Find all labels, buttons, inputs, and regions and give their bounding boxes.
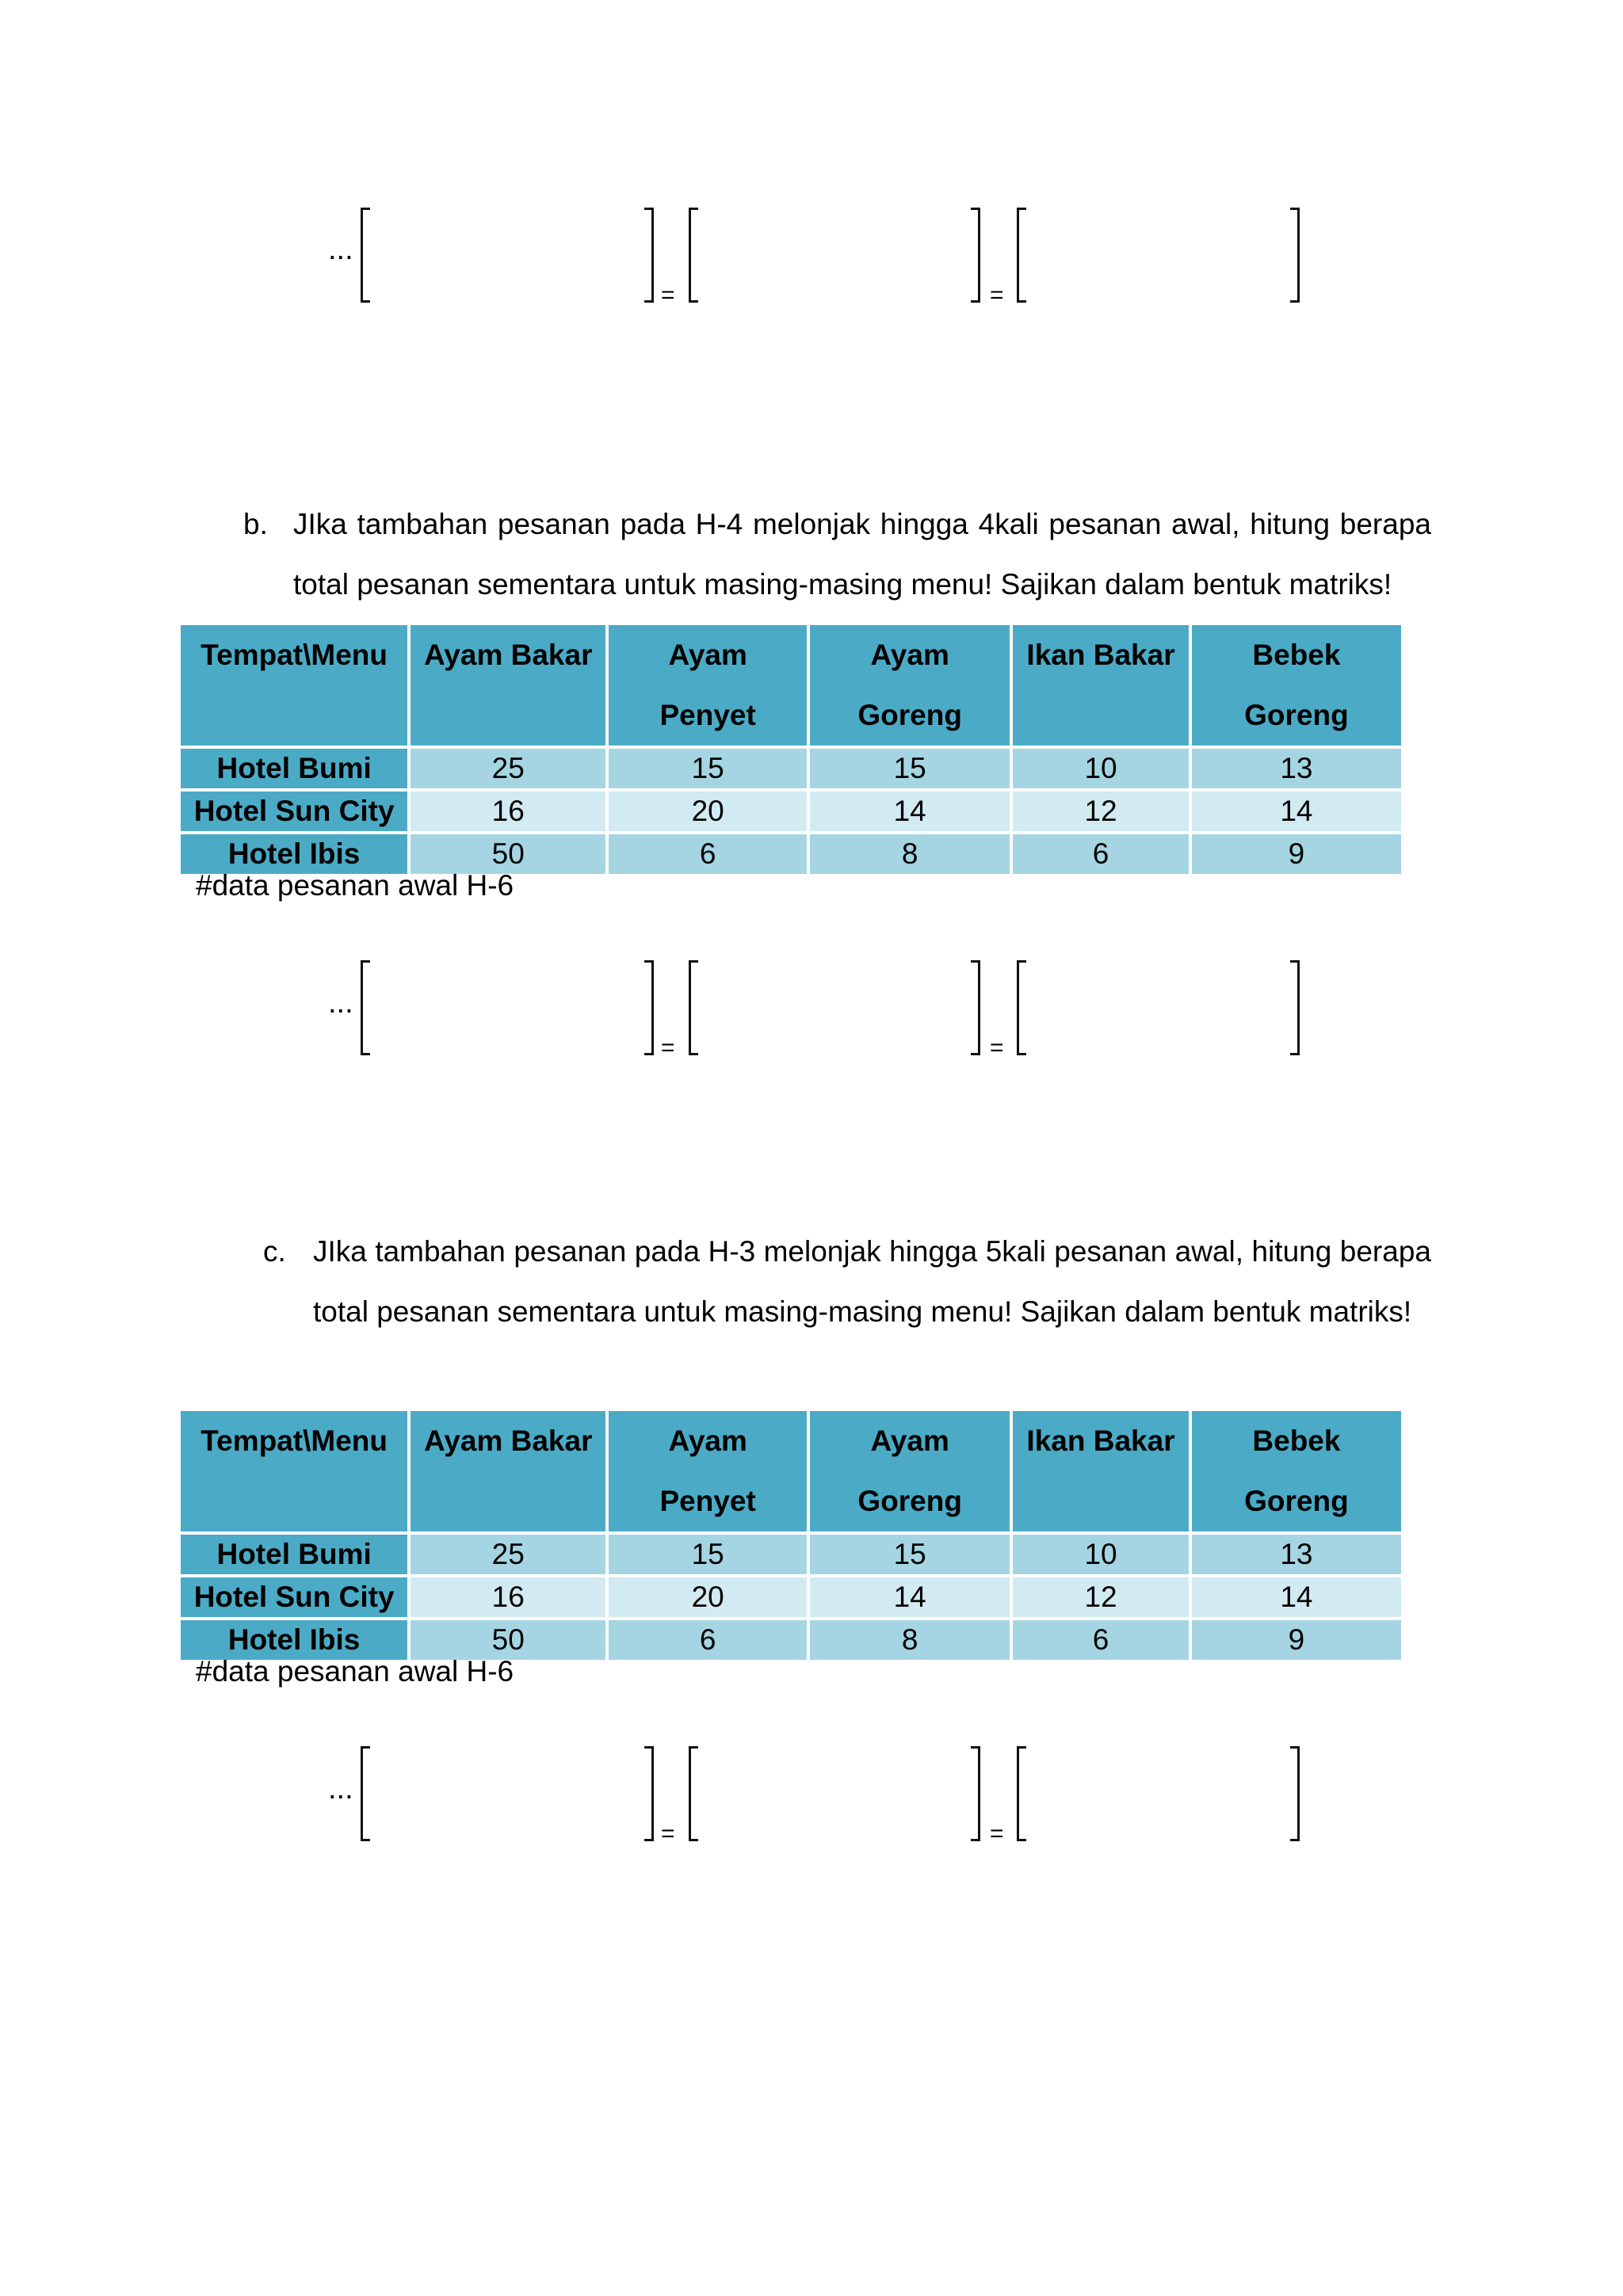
table-cell: 10	[1013, 1535, 1189, 1574]
header-cell: Ikan Bakar	[1013, 625, 1189, 746]
list-marker: c.	[263, 1235, 286, 1268]
table-row	[181, 1535, 1401, 1574]
header-cell: Ayam Bakar	[411, 625, 605, 746]
table-cell: 15	[609, 1535, 807, 1574]
equals-sign: =	[661, 282, 675, 308]
table-row	[181, 1620, 1401, 1660]
equals-sign: =	[990, 282, 1004, 308]
table-cell: 6	[1013, 834, 1189, 874]
table-cell: 6	[1013, 1620, 1189, 1660]
table-cell: 6	[609, 1620, 807, 1660]
header-cell: Ayam Penyet	[609, 1411, 807, 1531]
equals-sign: =	[661, 1821, 675, 1847]
right-bracket	[1290, 960, 1300, 1055]
header-cell: Ayam Goreng	[810, 625, 1010, 746]
header-cell: Bebek Goreng	[1192, 1411, 1401, 1531]
table-header-row	[181, 625, 1401, 746]
table-cell: 15	[609, 749, 807, 788]
equals-sign: =	[990, 1035, 1004, 1061]
table-cell: 10	[1013, 749, 1189, 788]
orders-table-1	[178, 622, 1404, 877]
left-bracket	[1017, 960, 1026, 1055]
header-cell: Ayam Goreng	[810, 1411, 1010, 1531]
header-cell: Tempat\Menu	[181, 1411, 407, 1531]
table-cell: 15	[810, 749, 1010, 788]
row-label: Hotel Ibis	[181, 834, 407, 874]
left-bracket	[361, 960, 370, 1055]
table-cell: 50	[411, 1620, 605, 1660]
left-bracket	[689, 208, 698, 303]
table-note: #data pesanan awal H-6	[196, 869, 514, 902]
table-cell: 14	[1192, 1577, 1401, 1617]
right-bracket	[644, 960, 654, 1055]
header-cell: Ayam Bakar	[411, 1411, 605, 1531]
table-header-row	[181, 1411, 1401, 1531]
header-cell: Ikan Bakar	[1013, 1411, 1189, 1531]
ellipsis: ...	[328, 986, 353, 1020]
table-row	[181, 834, 1401, 874]
row-label: Hotel Bumi	[181, 1535, 407, 1574]
equals-sign: =	[661, 1035, 675, 1061]
equals-sign: =	[990, 1821, 1004, 1847]
left-bracket	[1017, 1746, 1026, 1841]
table-cell: 9	[1192, 1620, 1401, 1660]
table-cell: 12	[1013, 1577, 1189, 1617]
right-bracket	[971, 208, 980, 303]
left-bracket	[689, 1746, 698, 1841]
table-cell: 13	[1192, 749, 1401, 788]
right-bracket	[644, 1746, 654, 1841]
question-text: JIka tambahan pesanan pada H-3 melonjak hingga 5kali pesanan awal, hitung berapa total pesanan sementara untuk masing-masing menu! Sajikan dalam bentuk matriks!	[313, 1235, 1431, 1328]
row-label: Hotel Sun City	[181, 1577, 407, 1617]
table-cell: 9	[1192, 834, 1401, 874]
table-cell: 8	[810, 1620, 1010, 1660]
left-bracket	[361, 208, 370, 303]
left-bracket	[689, 960, 698, 1055]
right-bracket	[971, 1746, 980, 1841]
table-cell: 16	[411, 791, 605, 831]
ellipsis: ...	[328, 1772, 353, 1806]
table-row	[181, 791, 1401, 831]
table-row	[181, 749, 1401, 788]
right-bracket	[971, 960, 980, 1055]
table-cell: 25	[411, 1535, 605, 1574]
table-cell: 15	[810, 1535, 1010, 1574]
header-cell: Bebek Goreng	[1192, 625, 1401, 746]
header-cell: Ayam Penyet	[609, 625, 807, 746]
table-cell: 14	[1192, 791, 1401, 831]
list-marker: b.	[243, 508, 268, 540]
table-cell: 50	[411, 834, 605, 874]
orders-table-2	[178, 1408, 1404, 1663]
right-bracket	[1290, 1746, 1300, 1841]
table-cell: 20	[609, 791, 807, 831]
header-cell: Tempat\Menu	[181, 625, 407, 746]
left-bracket	[1017, 208, 1026, 303]
ellipsis: ...	[328, 233, 353, 266]
left-bracket	[361, 1746, 370, 1841]
table-cell: 14	[810, 791, 1010, 831]
table-note: #data pesanan awal H-6	[196, 1655, 514, 1688]
right-bracket	[644, 208, 654, 303]
table-cell: 20	[609, 1577, 807, 1617]
right-bracket	[1290, 208, 1300, 303]
table-cell: 12	[1013, 791, 1189, 831]
question-c	[0, 1222, 1623, 1402]
row-label: Hotel Sun City	[181, 791, 407, 831]
table-row	[181, 1577, 1401, 1617]
table-cell: 16	[411, 1577, 605, 1617]
row-label: Hotel Bumi	[181, 749, 407, 788]
table-cell: 13	[1192, 1535, 1401, 1574]
table-cell: 25	[411, 749, 605, 788]
question-text: JIka tambahan pesanan pada H-4 melonjak hingga 4kali pesanan awal, hitung berapa total pesanan sementara untuk masing-masing menu! Sajikan dalam bentuk matriks!	[293, 508, 1431, 601]
table-cell: 6	[609, 834, 807, 874]
question-b	[0, 494, 1623, 615]
table-cell: 8	[810, 834, 1010, 874]
row-label: Hotel Ibis	[181, 1620, 407, 1660]
table-cell: 14	[810, 1577, 1010, 1617]
